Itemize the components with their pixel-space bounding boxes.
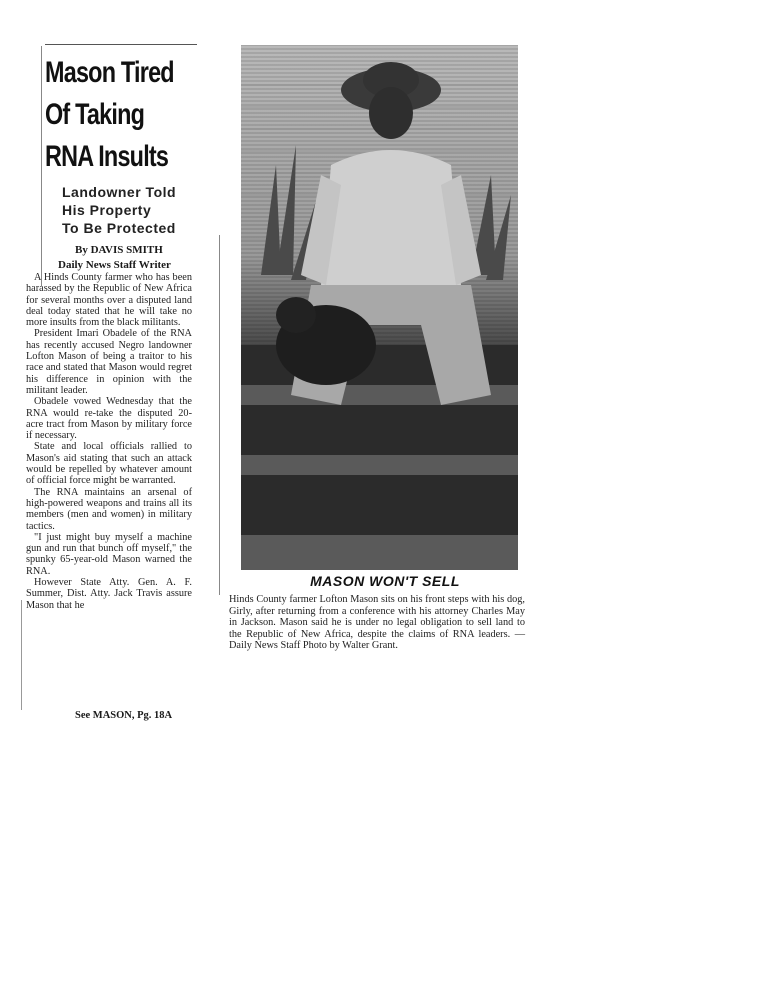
subhead-line: His Property <box>62 202 152 218</box>
photo-illustration <box>241 45 518 570</box>
paragraph: Obadele vowed Wednesday that the RNA would re-take the disputed 20-acre tract from Mason by military force if necessary. <box>26 396 192 442</box>
article-body <box>26 272 192 611</box>
column-divider-rule <box>219 235 220 595</box>
left-column-rule <box>41 46 42 286</box>
headline <box>45 52 178 178</box>
photo <box>241 45 518 570</box>
subhead-line: Landowner Told <box>62 184 177 200</box>
paragraph: A Hinds County farmer who has been harassed by the Republic of New Africa for several months over a disputed land deal today stated that he will take no more insults from the black militants. <box>26 272 192 329</box>
paragraph: State and local officials rallied to Mason's aid stating that such an attack would be repelled by whatever amount of official force might be warranted. <box>26 441 192 487</box>
paragraph: However State Atty. Gen. A. F. Summer, Dist. Atty. Jack Travis assure Mason that he <box>26 577 192 611</box>
byline: By DAVIS SMITH <box>75 244 163 256</box>
paragraph: "I just might buy myself a machine gun and run that bunch off myself," the spunky 65-year-old Mason warned the RNA. <box>26 531 192 577</box>
subhead-line: To Be Protected <box>62 220 176 236</box>
headline-line: Of Taking <box>45 98 145 131</box>
headline-line: RNA Insults <box>45 140 169 173</box>
left-edge-rule <box>21 600 22 710</box>
photo-caption-title: MASON WON'T SELL <box>310 573 460 589</box>
byline-title: Daily News Staff Writer <box>58 259 171 271</box>
top-rule <box>45 44 197 45</box>
headline-line: Mason Tired <box>45 56 174 89</box>
continuation-line: See MASON, Pg. 18A <box>75 710 173 721</box>
paragraph: The RNA maintains an arsenal of high-powered weapons and trains all its members (men and women) in military tactics. <box>26 486 192 532</box>
subheadline <box>62 183 212 237</box>
paragraph: President Imari Obadele of the RNA has recently accused Negro landowner Lofton Mason of being a traitor to his race and stated that Mason would regret his difference in opinion with the militant leader. <box>26 328 192 396</box>
photo-caption: Hinds County farmer Lofton Mason sits on his front steps with his dog, Girly, after returning from a conference with his attorney Charles May in Jackson. Mason said he is under no legal obligation to sell land to the Republic of New Africa, despite the claims of RNA leaders. — Daily News Staff Photo by Walter Grant. <box>229 594 525 651</box>
